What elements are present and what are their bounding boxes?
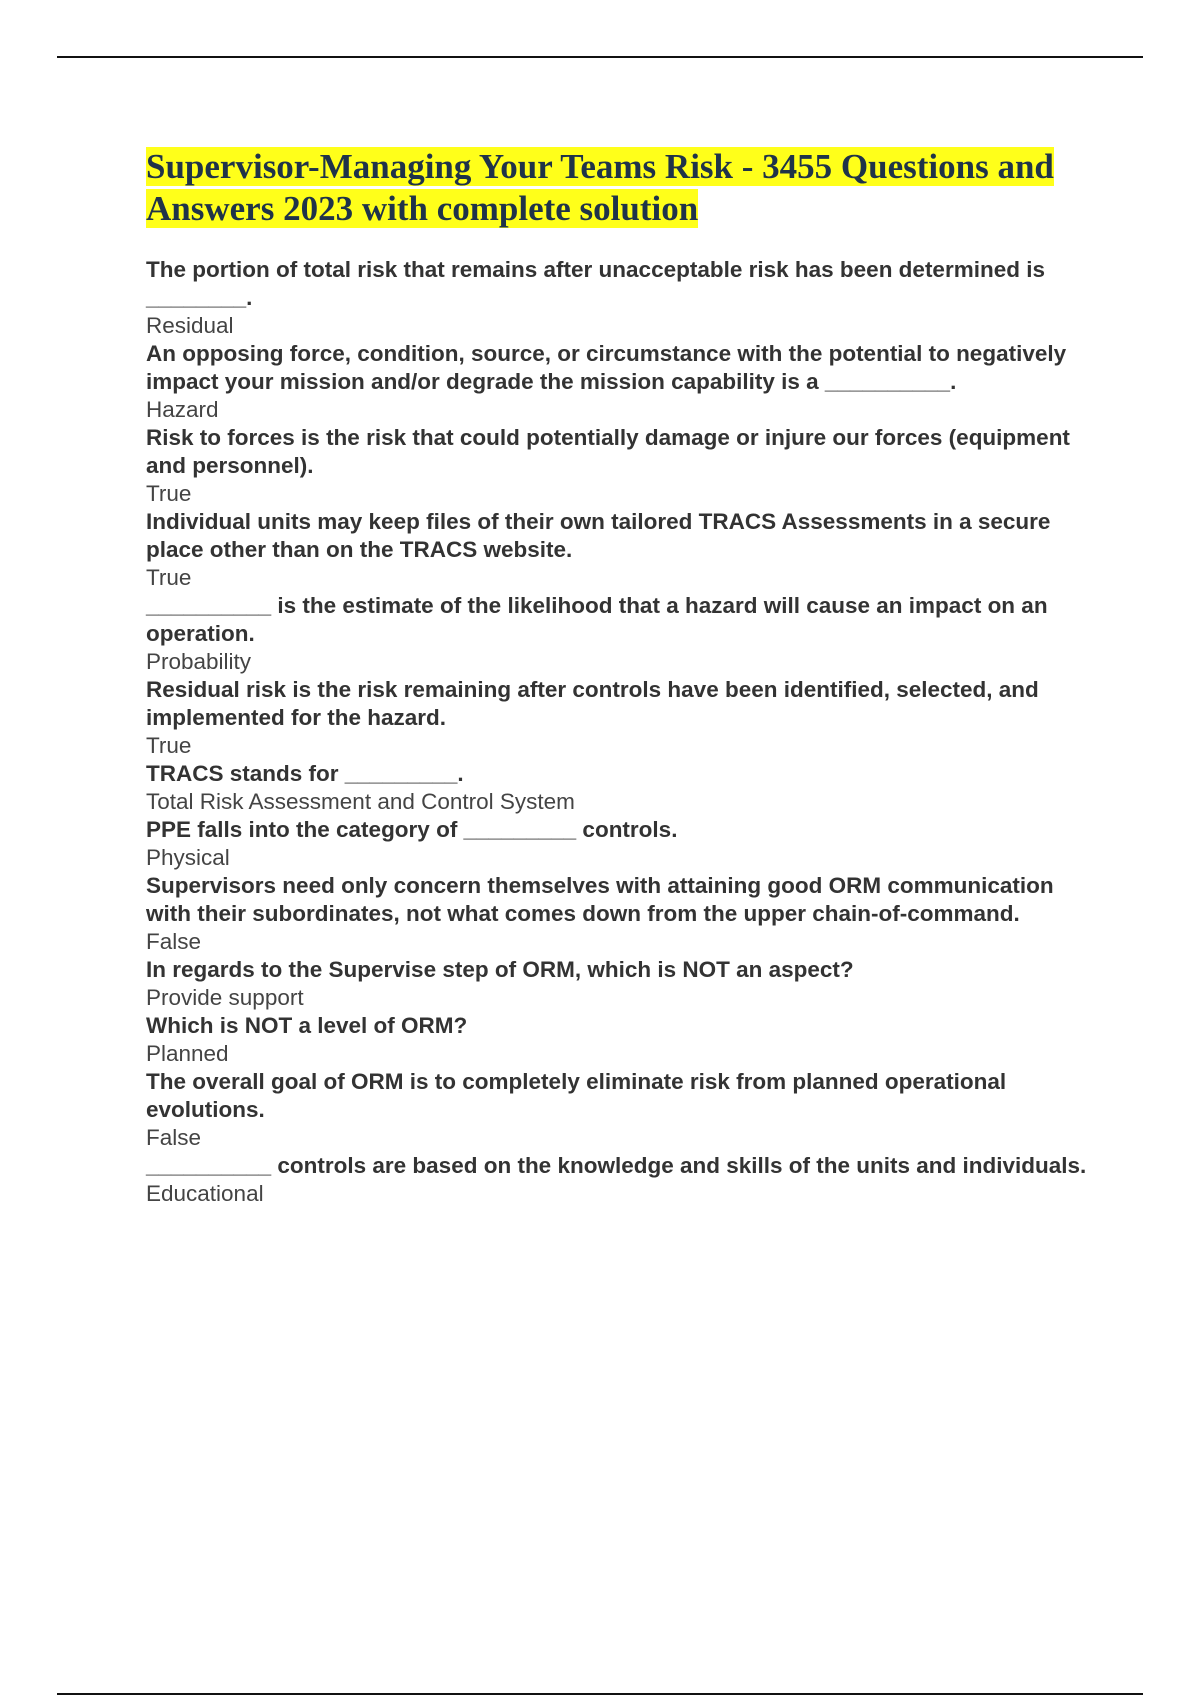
answer: False	[146, 1125, 202, 1150]
question: Which is NOT a level of ORM?	[146, 1013, 468, 1038]
answer: False	[146, 929, 202, 954]
answer: Total Risk Assessment and Control System	[146, 789, 575, 814]
answer: True	[146, 733, 192, 758]
header-rule	[57, 56, 1143, 58]
answer: True	[146, 565, 192, 590]
question: Individual units may keep files of their own tailored TRACS Assessments in a secure place other than on the TRACS website.	[146, 509, 1051, 562]
question: Supervisors need only concern themselves with attaining good ORM communication with their subordinates, not what comes down from the upper chain-of-command.	[146, 873, 1054, 926]
qa-item	[146, 676, 1096, 760]
question: __________ controls are based on the knowledge and skills of the units and individuals.	[146, 1153, 1087, 1178]
answer: Provide support	[146, 985, 304, 1010]
answer: Planned	[146, 1041, 229, 1066]
question: The portion of total risk that remains after unacceptable risk has been determined is ________.	[146, 257, 1045, 310]
answer: Educational	[146, 1181, 264, 1206]
answer: Hazard	[146, 397, 219, 422]
qa-item	[146, 1152, 1096, 1208]
document-body	[146, 146, 1096, 1208]
question: The overall goal of ORM is to completely eliminate risk from planned operational evolutions.	[146, 1069, 1007, 1122]
qa-item	[146, 816, 1096, 872]
qa-item	[146, 1068, 1096, 1152]
question: __________ is the estimate of the likelihood that a hazard will cause an impact on an operation.	[146, 593, 1048, 646]
question: In regards to the Supervise step of ORM, which is NOT an aspect?	[146, 957, 854, 982]
question: Residual risk is the risk remaining after controls have been identified, selected, and implemented for the hazard.	[146, 677, 1039, 730]
answer: True	[146, 481, 192, 506]
qa-item	[146, 256, 1096, 340]
question: An opposing force, condition, source, or circumstance with the potential to negatively impact your mission and/or degrade the mission capability is a __________.	[146, 341, 1067, 394]
answer: Residual	[146, 313, 234, 338]
qa-list	[146, 256, 1096, 1208]
qa-item	[146, 592, 1096, 676]
question: PPE falls into the category of _________ controls.	[146, 817, 678, 842]
footer-rule	[57, 1693, 1143, 1695]
qa-item	[146, 872, 1096, 956]
qa-item	[146, 760, 1096, 816]
qa-item	[146, 1012, 1096, 1068]
title-highlight: Supervisor-Managing Your Teams Risk - 3455 Questions and Answers 2023 with complete solution	[146, 147, 1054, 228]
qa-item	[146, 508, 1096, 592]
document-title	[146, 146, 1096, 230]
qa-item	[146, 424, 1096, 508]
answer: Physical	[146, 845, 230, 870]
qa-item	[146, 340, 1096, 424]
question: TRACS stands for _________.	[146, 761, 464, 786]
qa-item	[146, 956, 1096, 1012]
question: Risk to forces is the risk that could potentially damage or injure our forces (equipment and personnel).	[146, 425, 1070, 478]
answer: Probability	[146, 649, 252, 674]
